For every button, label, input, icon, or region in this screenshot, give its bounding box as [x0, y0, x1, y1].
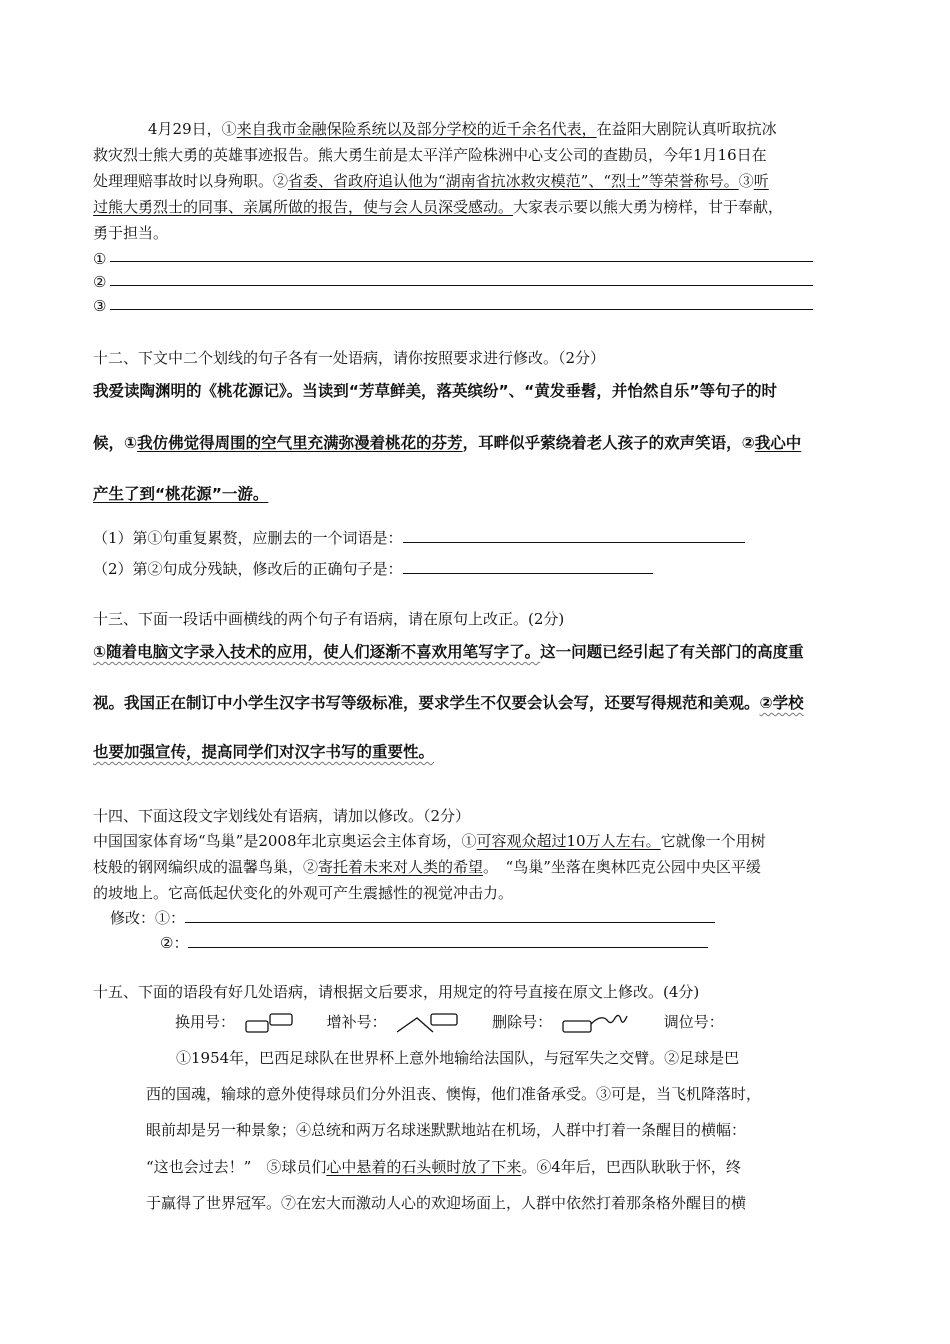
q12-line-2: 候，①我仿佛觉得周围的空气里充满弥漫着桃花的芬芳，耳畔似乎萦绕着老人孩子的欢声笑语，②我心中: [93, 434, 802, 452]
answer-line-3[interactable]: [110, 309, 813, 310]
p11-line-5: 勇于担当。: [93, 224, 169, 242]
q12-line-3: 产生了到“桃花源”一游。: [93, 485, 269, 503]
q12-line-1: 我爱读陶渊明的《桃花源记》。当读到“芳草鲜美，落英缤纷”、“黄发垂髫，并怡然自乐”等句子的时: [93, 382, 778, 400]
p11-line-4: 过熊大勇烈士的同事、亲属所做的报告，使与会人员深受感动。大家表示要以熊大勇为榜样，甘于奉献，: [93, 198, 784, 216]
q15-line-4: “这也会过去！” ⑤球员们心中悬着的石头顿时放了下来。⑥4年后，巴西队耿耿于怀，终: [146, 1158, 741, 1176]
q14-line-1: 中国国家体育场“鸟巢”是2008年北京奥运会主体育场，①可容观众超过10万人左右。它就像一个用树: [93, 832, 766, 850]
p11-line-1: 4月29日，①来自我市金融保险系统以及部分学校的近千余名代表，在益阳大剧院认真听取抗冰: [148, 120, 777, 138]
q12-answer-blank-2[interactable]: [403, 559, 653, 574]
underlined-sentence-3: 过熊大勇烈士的同事、亲属所做的报告，使与会人员深受感动。: [93, 198, 514, 216]
q14-fix-1: 修改：①：: [110, 907, 715, 929]
q15-symbols: 换用号： 增补号： 删除号： 调位号：: [175, 1011, 724, 1034]
q12-underlined-2: 我心中: [754, 434, 802, 452]
q13-title: 十三、下面一段话中画横线的两个句子有语病，请在原句上改正。(2分): [93, 610, 565, 628]
underlined-sentence-2: 省委、省政府追认他为“湖南省抗冰救灾模范”、“烈士”等荣誉称号。: [288, 172, 739, 190]
q15-line-2: 西的国魂，输球的意外使得球员们分外沮丧、懊悔，他们准备承受。③可是，当飞机降落时，: [146, 1085, 762, 1103]
q13-wavy-sentence-1: ①随着电脑文字录入技术的应用，使人们逐渐不喜欢用笔写字了。: [93, 643, 541, 661]
q14-answer-blank-1[interactable]: [185, 908, 715, 923]
q15-underlined-1: 心中悬着的石头顿时放了下来: [326, 1158, 522, 1176]
insert-symbol-icon: [395, 1012, 461, 1034]
answer-label-1: ①: [93, 250, 107, 268]
q12-sub-2: （2）第②句成分残缺，修改后的正确句子是：: [93, 558, 653, 580]
q13-wavy-sentence-2: ②学校: [759, 694, 804, 712]
replace-symbol-icon: [244, 1012, 296, 1034]
answer-line-1[interactable]: [110, 261, 813, 262]
q15-title: 十五、下面的语段有好几处语病，请根据文后要求，用规定的符号直接在原文上修改。(4分): [93, 983, 700, 1001]
q14-answer-blank-2[interactable]: [188, 933, 708, 948]
q12-underlined-1: 我仿佛觉得周围的空气里充满弥漫着桃花的芬芳: [137, 434, 463, 452]
q13-line-2: 视。我国正在制订中小学生汉字书写等级标准，要求学生不仅要会认会写，还要写得规范和美观。②学校: [93, 694, 804, 712]
q12-sub-1: （1）第①句重复累赘，应删去的一个词语是：: [93, 527, 745, 549]
q14-line-2: 枝般的钢网编织成的温馨鸟巢，②寄托着未来对人类的希望。 “鸟巢”坐落在奥林匹克公园中央区平缓: [93, 858, 761, 876]
answer-label-3: ③: [93, 297, 107, 315]
q15-line-1: ①1954年，巴西足球队在世界杯上意外地输给法国队，与冠军失之交臂。②足球是巴: [176, 1049, 740, 1067]
q13-line-1: ①随着电脑文字录入技术的应用，使人们逐渐不喜欢用笔写字了。这一问题已经引起了有关部门的高度重: [93, 643, 804, 661]
underlined-sentence-1: 来自我市金融保险系统以及部分学校的近千余名代表，: [236, 120, 597, 138]
answer-line-2[interactable]: [110, 285, 813, 286]
q15-line-5: 于赢得了世界冠军。⑦在宏大而激动人心的欢迎场面上，人群中依然打着那条格外醒目的横: [146, 1194, 747, 1212]
answer-label-2: ②: [93, 273, 107, 291]
q12-answer-blank-1[interactable]: [403, 528, 745, 543]
q14-underlined-1: 可容观众超过10万人左右。: [476, 832, 661, 850]
q14-fix-2: ②：: [160, 932, 708, 954]
q15-line-3: 眼前却是另一种景象；④总统和两万名球迷默默地站在机场，人群中打着一条醒目的横幅：: [146, 1121, 747, 1139]
q14-title: 十四、下面这段文字划线处有语病，请加以修改。（2分）: [93, 807, 471, 825]
q14-underlined-2: 寄托着未来对人类的希望: [318, 858, 484, 876]
delete-symbol-icon: [561, 1012, 633, 1034]
q14-line-3: 的坡地上。它高低起伏变化的外观可产生震撼性的视觉冲击力。: [93, 884, 514, 902]
p11-line-2: 救灾烈士熊大勇的英雄事迹报告。熊大勇生前是太平洋产险株洲中心支公司的查勘员，今年1月16日在: [93, 146, 767, 164]
q13-line-3: 也要加强宣传，提高同学们对汉字书写的重要性。: [93, 743, 435, 761]
p11-line-3: 处理理赔事故时以身殉职。②省委、省政府追认他为“湖南省抗冰救灾模范”、“烈士”等荣誉称号。③听: [93, 172, 769, 190]
q12-title: 十二、下文中二个划线的句子各有一处语病，请你按照要求进行修改。（2分）: [93, 349, 606, 367]
